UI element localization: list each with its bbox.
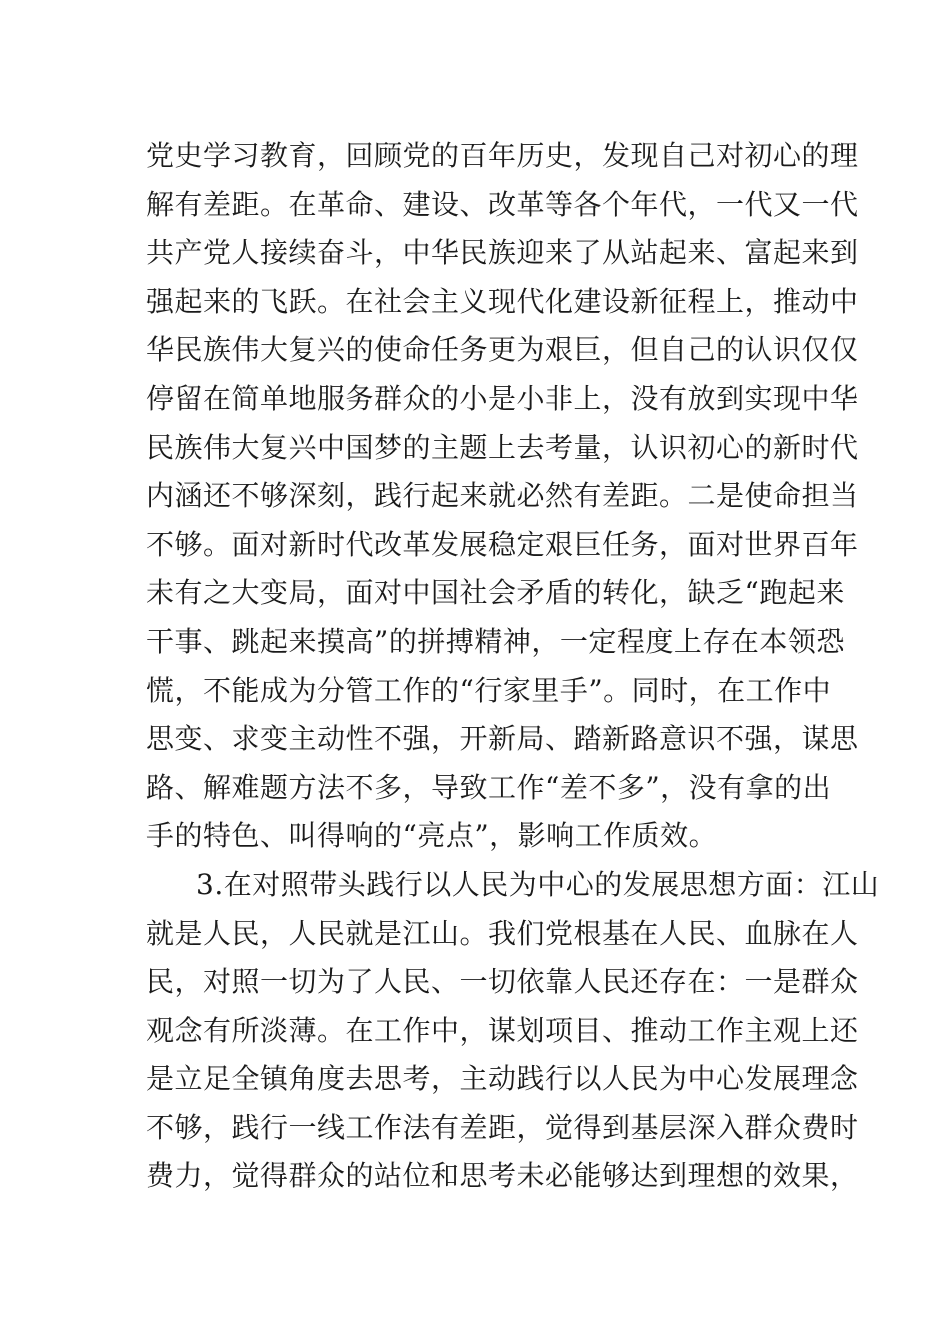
text-line: 路、解难题方法不多，导致工作“差不多”，没有拿的出: [146, 770, 832, 804]
text-line: 民，对照一切为了人民、一切依靠人民还存在：一是群众: [146, 965, 859, 999]
text-line: 不够。面对新时代改革发展稳定艰巨任务，面对世界百年: [146, 527, 859, 561]
text-line: 党史学习教育，回顾党的百年历史，发现自己对初心的理: [146, 139, 859, 172]
text-line: 费力，觉得群众的站位和思考未必能够达到理想的效果，: [146, 1159, 859, 1193]
text-line: 思变、求变主动性不强，开新局、踏新路意识不强，谋思: [146, 722, 859, 756]
text-line: 民族伟大复兴中国梦的主题上去考量，认识初心的新时代: [146, 430, 859, 464]
text-line: 强起来的飞跃。在社会主义现代化建设新征程上，推动中: [146, 284, 859, 318]
text-line: 解有差距。在革命、建设、改革等各个年代，一代又一代: [146, 187, 859, 221]
section-heading-line: 3.在对照带头践行以人民为中心的发展思想方面：江山: [196, 867, 880, 901]
text-line: 慌，不能成为分管工作的“行家里手”。同时，在工作中: [146, 673, 832, 707]
text-line: 共产党人接续奋斗，中华民族迎来了从站起来、富起来到: [146, 236, 859, 270]
body-text: [146, 132, 880, 1201]
text-line: 就是人民，人民就是江山。我们党根基在人民、血脉在人: [146, 916, 859, 950]
text-line: 停留在简单地服务群众的小是小非上，没有放到实现中华: [146, 381, 859, 415]
text-line: 是立足全镇角度去思考，主动践行以人民为中心发展理念: [146, 1062, 859, 1096]
text-line: 观念有所淡薄。在工作中，谋划项目、推动工作主观上还: [146, 1013, 859, 1047]
text-line: 华民族伟大复兴的使命任务更为艰巨，但自己的认识仅仅: [146, 333, 859, 367]
text-line: 不够，践行一线工作法有差距，觉得到基层深入群众费时: [146, 1110, 859, 1144]
text-line: 未有之大变局，面对中国社会矛盾的转化，缺乏“跑起来: [146, 576, 845, 610]
text-line: 手的特色、叫得响的“亮点”，影响工作质效。: [146, 819, 718, 853]
text-line: 内涵还不够深刻，践行起来就必然有差距。二是使命担当: [146, 479, 859, 513]
text-line: 干事、跳起来摸高”的拼搏精神，一定程度上存在本领恐: [146, 624, 845, 658]
